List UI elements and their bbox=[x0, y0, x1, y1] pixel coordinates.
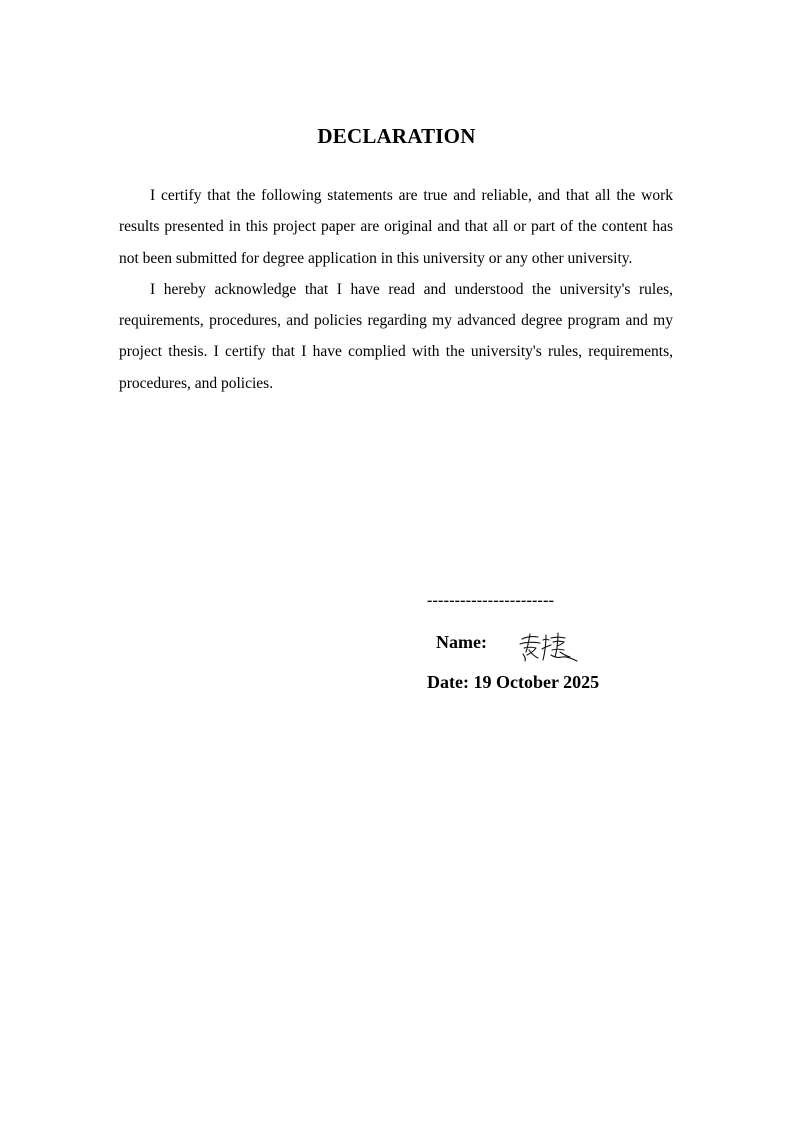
date-label: Date: bbox=[427, 672, 469, 692]
page-title: DECLARATION bbox=[317, 124, 476, 148]
signature-line: ----------------------- bbox=[427, 592, 555, 609]
handwritten-signature bbox=[516, 630, 580, 664]
declaration-paragraph-2: I hereby acknowledge that I have read and understood the university's rules, requirements, procedures, and policies regarding my advanced degree program and my project thesis. I certify that I have complied with the university's rules, requirements, procedures, and policies. bbox=[119, 280, 673, 392]
date-row bbox=[427, 672, 599, 693]
date-value: 19 October 2025 bbox=[473, 672, 600, 692]
declaration-body bbox=[119, 180, 673, 399]
name-label: Name: bbox=[436, 632, 487, 652]
declaration-paragraph-1: I certify that the following statements are true and reliable, and that all the work results presented in this project paper are original and that all or part of the content has not been submitted for degree application in this university or any other university. bbox=[119, 187, 673, 267]
